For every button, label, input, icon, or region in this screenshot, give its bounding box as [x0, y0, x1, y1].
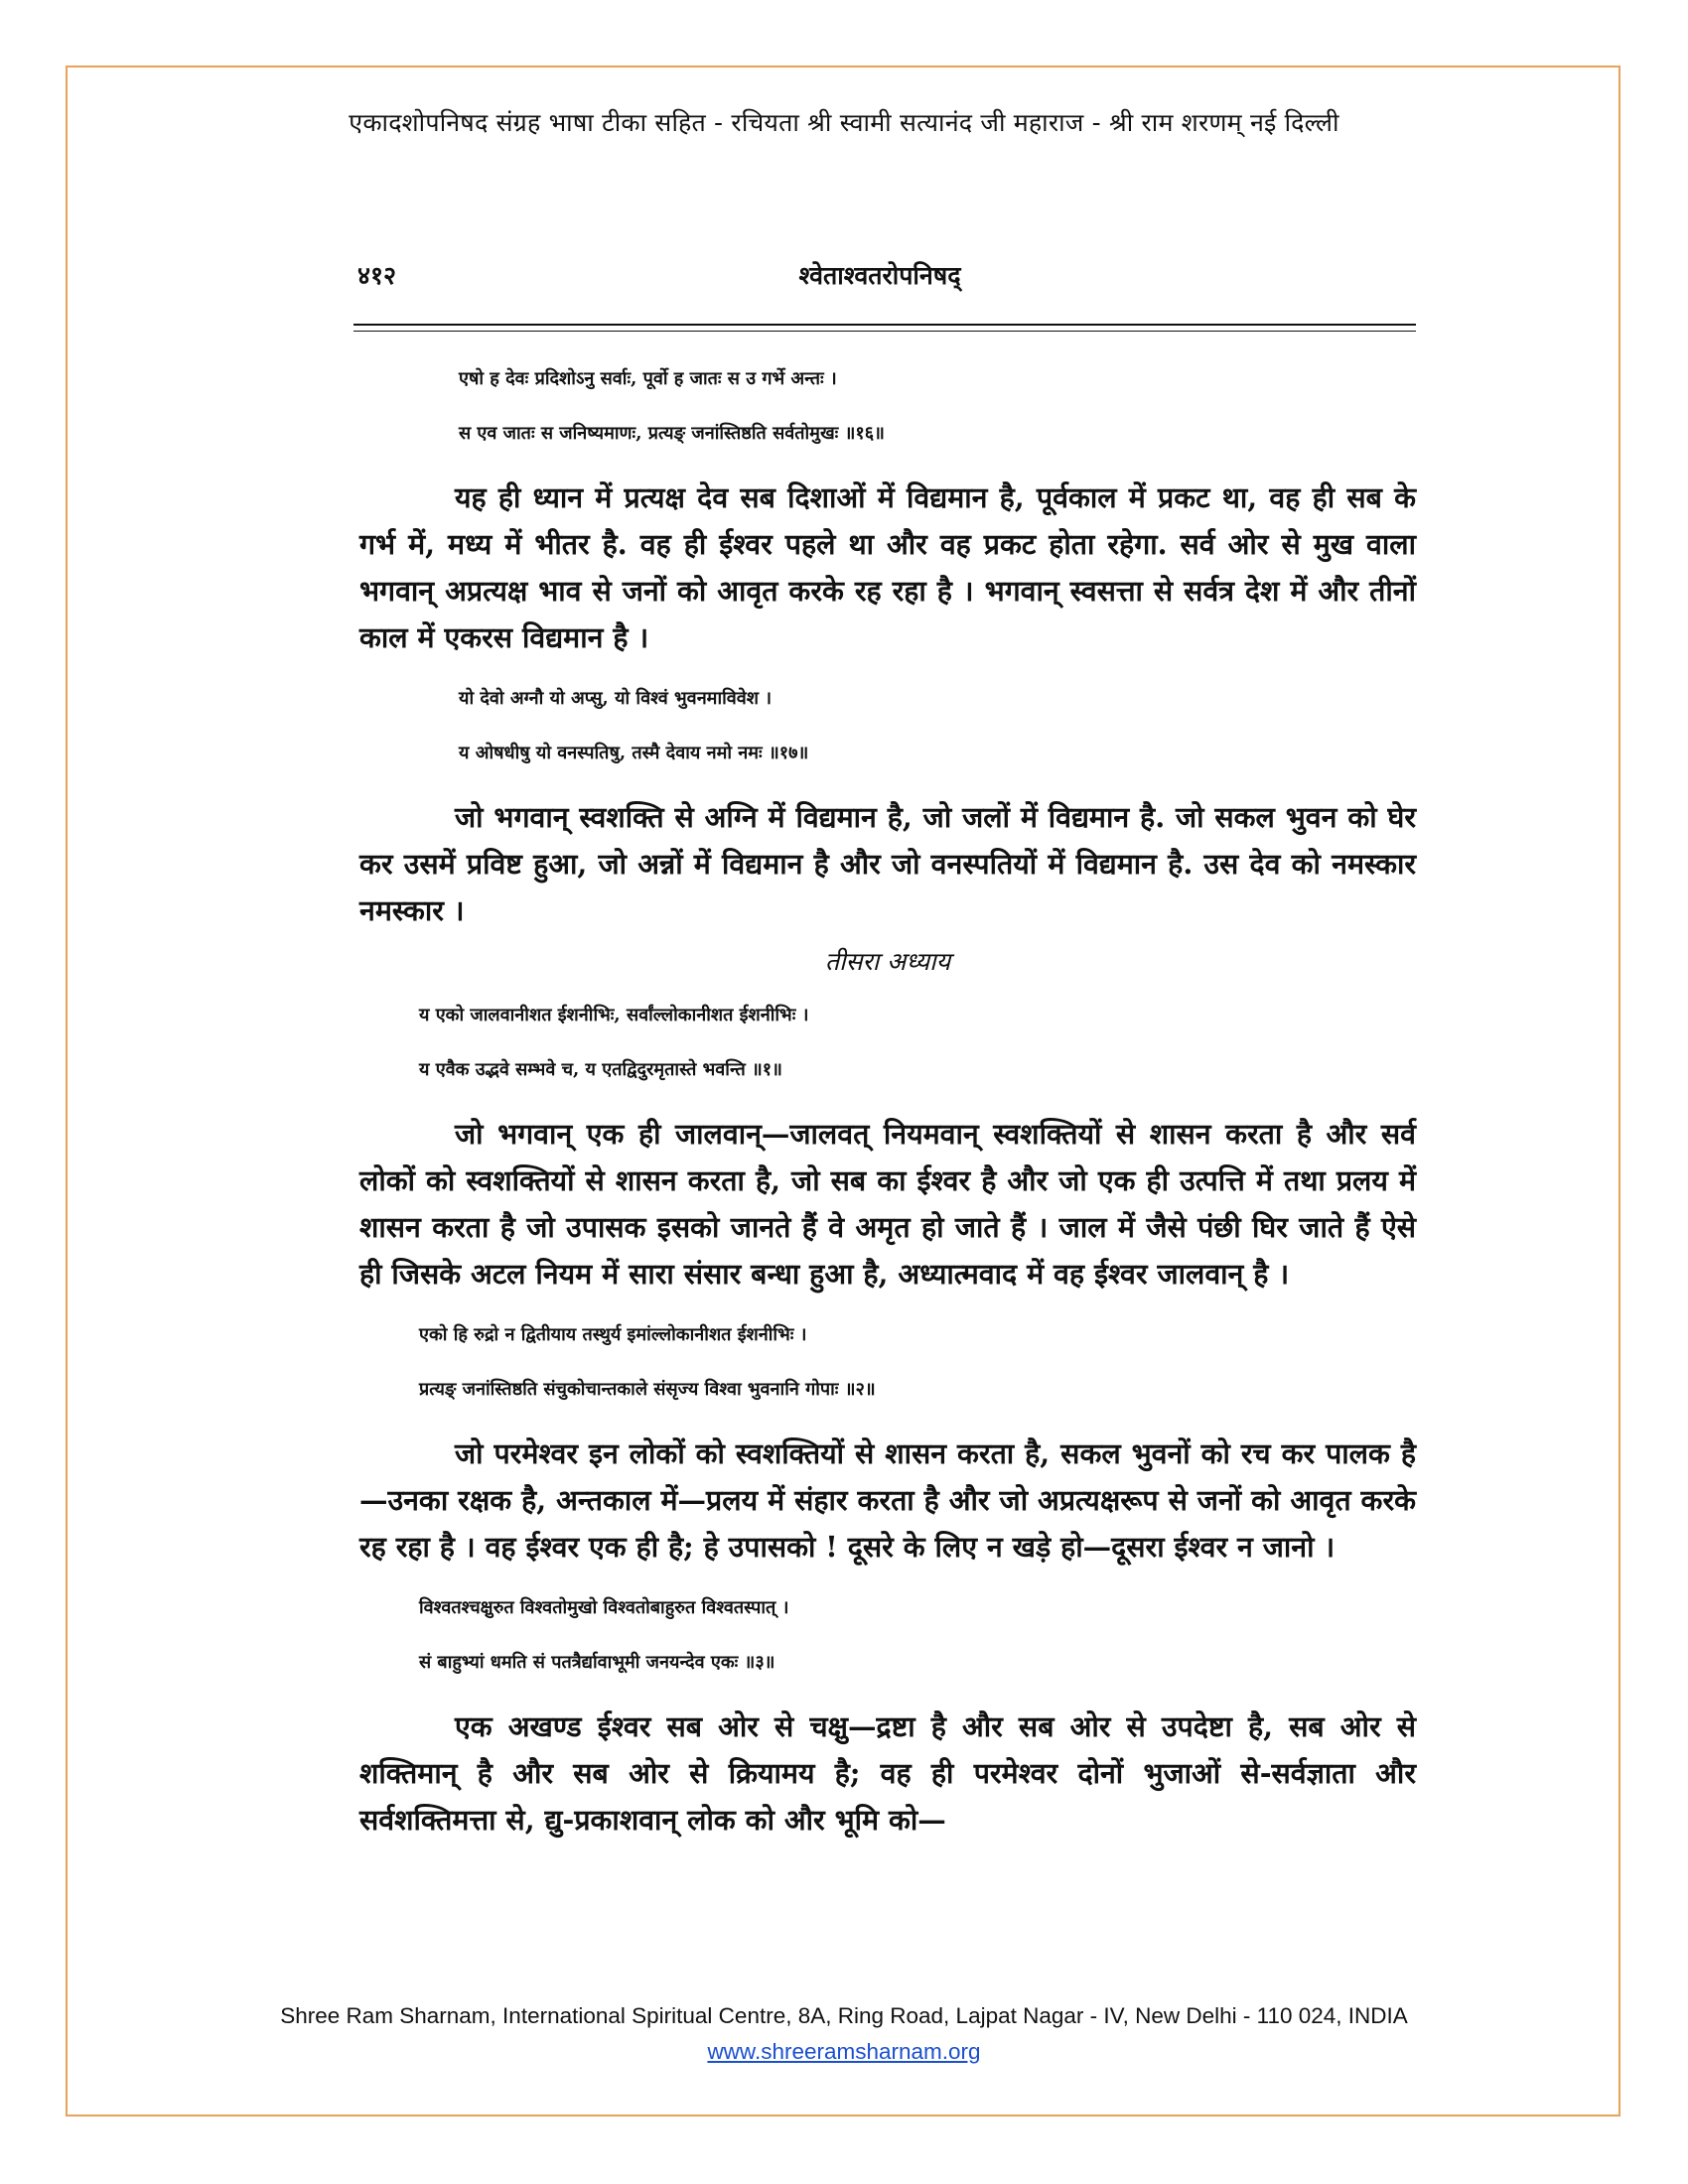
scanned-book-page	[344, 244, 1416, 1952]
commentary-1-text: जो भगवान् एक ही जालवान्—जालवत् नियमवान् स्वशक्तियों से शासन करता है और सर्व लोकों को स्वशक्तियों से शासन करता है, जो सब का ईश्वर है और जो एक ही उत्पत्ति में तथा प्रलय में शासन करता है जो उपासक इसको जानते हैं वे अमृत हो जाते हैं । जाल में जैसे पंछी घिर जाते हैं ऐसे ही जिसके अटल नियम में सारा संसार बन्धा हुआ है, अध्यात्मवाद में वह ईश्वर जालवान् है ।	[359, 1117, 1416, 1291]
verse-3-line-2: सं बाहुभ्यां धमति सं पतत्रैर्द्यावाभूमी जनयन्देव एकः ॥३॥	[419, 1652, 775, 1673]
page-number: ४१२	[357, 261, 397, 290]
commentary-16-text: यह ही ध्यान में प्रत्यक्ष देव सब दिशाओं में विद्यमान है, पूर्वकाल में प्रकट था, वह ही सब के गर्भ में, मध्य में भीतर है. वह ही ईश्वर पहले था और वह प्रकट होता रहेगा. सर्व ओर से मुख वाला भगवान् अप्रत्यक्ष भाव से जनों को आवृत करके रह रहा है । भगवान् स्वसत्ता से सर्वत्र देश में और तीनों काल में एकरस विद्यमान है ।	[359, 480, 1416, 654]
footer-address: Shree Ram Sharnam, International Spiritual Centre, 8A, Ring Road, Lajpat Nagar - IV, New Delhi - 110 024, INDIA	[280, 2003, 1408, 2028]
verse-1-line-1: य एको जालवानीशत ईशनीभिः, सर्वांल्लोकानीशत ईशनीभिः ।	[419, 1005, 809, 1025]
verse-16-line-2: स एव जातः स जनिष्यमाणः, प्रत्यङ् जनांस्तिष्ठति सर्वतोमुखः ॥१६॥	[459, 423, 885, 444]
commentary-16	[359, 475, 1416, 661]
commentary-1	[359, 1111, 1416, 1297]
verse-2	[359, 1307, 1416, 1417]
commentary-3	[359, 1704, 1416, 1843]
verse-1	[359, 988, 1416, 1097]
book-page-header	[344, 244, 1416, 298]
verse-2-line-2: प्रत्यङ् जनांस्तिष्ठति संचुकोचान्तकाले संसृज्य विश्वा भुवनानि गोपाः ॥२॥	[419, 1379, 876, 1400]
verse-2-line-1: एको हि रुद्रो न द्वितीयाय तस्थुर्य इमांल्लोकानीशत ईशनीभिः ।	[419, 1324, 807, 1345]
chapter-heading: तीसरा अध्याय	[824, 947, 951, 976]
verse-16-line-1: एषो ह देवः प्रदिशोऽनु सर्वाः, पूर्वो ह जातः स उ गर्भे अन्तः ।	[459, 368, 837, 389]
verse-17	[359, 671, 1416, 780]
header-rule	[353, 324, 1416, 326]
verse-17-line-2: य ओषधीषु यो वनस्पतिषु, तस्मै देवाय नमो नमः ॥१७॥	[459, 743, 809, 763]
verse-3	[359, 1580, 1416, 1690]
book-page-body	[344, 332, 1416, 1843]
document-header: एकादशोपनिषद संग्रह भाषा टीका सहित - रचियता श्री स्वामी सत्यानंद जी महाराज - श्री राम शरणम् नई दिल्ली	[349, 108, 1339, 137]
commentary-17-text: जो भगवान् स्वशक्ति से अग्नि में विद्यमान है, जो जलों में विद्यमान है. जो सकल भुवन को घेर कर उसमें प्रविष्ट हुआ, जो अन्नों में विद्यमान है और जो वनस्पतियों में विद्यमान है. उस देव को नमस्कार नमस्कार ।	[359, 800, 1416, 927]
verse-1-line-2: य एवैक उद्भवे सम्भवे च, य एतद्विदुरमृतास्ते भवन्ति ॥१॥	[419, 1059, 782, 1080]
verse-3-line-1: विश्वतश्चक्षुरुत विश्वतोमुखो विश्वतोबाहुरुत विश्वतस्पात् ।	[419, 1597, 789, 1618]
verse-17-line-1: यो देवो अग्नौ यो अप्सु, यो विश्वं भुवनमाविवेश ।	[459, 688, 773, 709]
commentary-17	[359, 794, 1416, 934]
commentary-2	[359, 1431, 1416, 1570]
verse-16	[359, 351, 1416, 461]
website-link[interactable]: www.shreeramsharnam.org	[707, 2039, 981, 2064]
commentary-3-text: एक अखण्ड ईश्वर सब ओर से चक्षु—द्रष्टा है और सब ओर से उपदेष्टा है, सब ओर से शक्तिमान् है और सब ओर से क्रियामय है; वह ही परमेश्वर दोनों भुजाओं से-सर्वज्ञाता और सर्वशक्तिमत्ता से, द्यु-प्रकाशवान् लोक को और भूमि को—	[359, 1709, 1416, 1837]
commentary-2-text: जो परमेश्वर इन लोकों को स्वशक्तियों से शासन करता है, सकल भुवनों को रच कर पालक है—उनका रक्षक है, अन्तकाल में—प्रलय में संहार करता है और जो अप्रत्यक्षरूप से जनों को आवृत करके रह रहा है । वह ईश्वर एक ही है; हे उपासको ! दूसरे के लिए न खड़े हो—दूसरा ईश्वर न जानो ।	[359, 1436, 1416, 1564]
running-title: श्वेताश्वतरोपनिषद्	[798, 261, 961, 290]
